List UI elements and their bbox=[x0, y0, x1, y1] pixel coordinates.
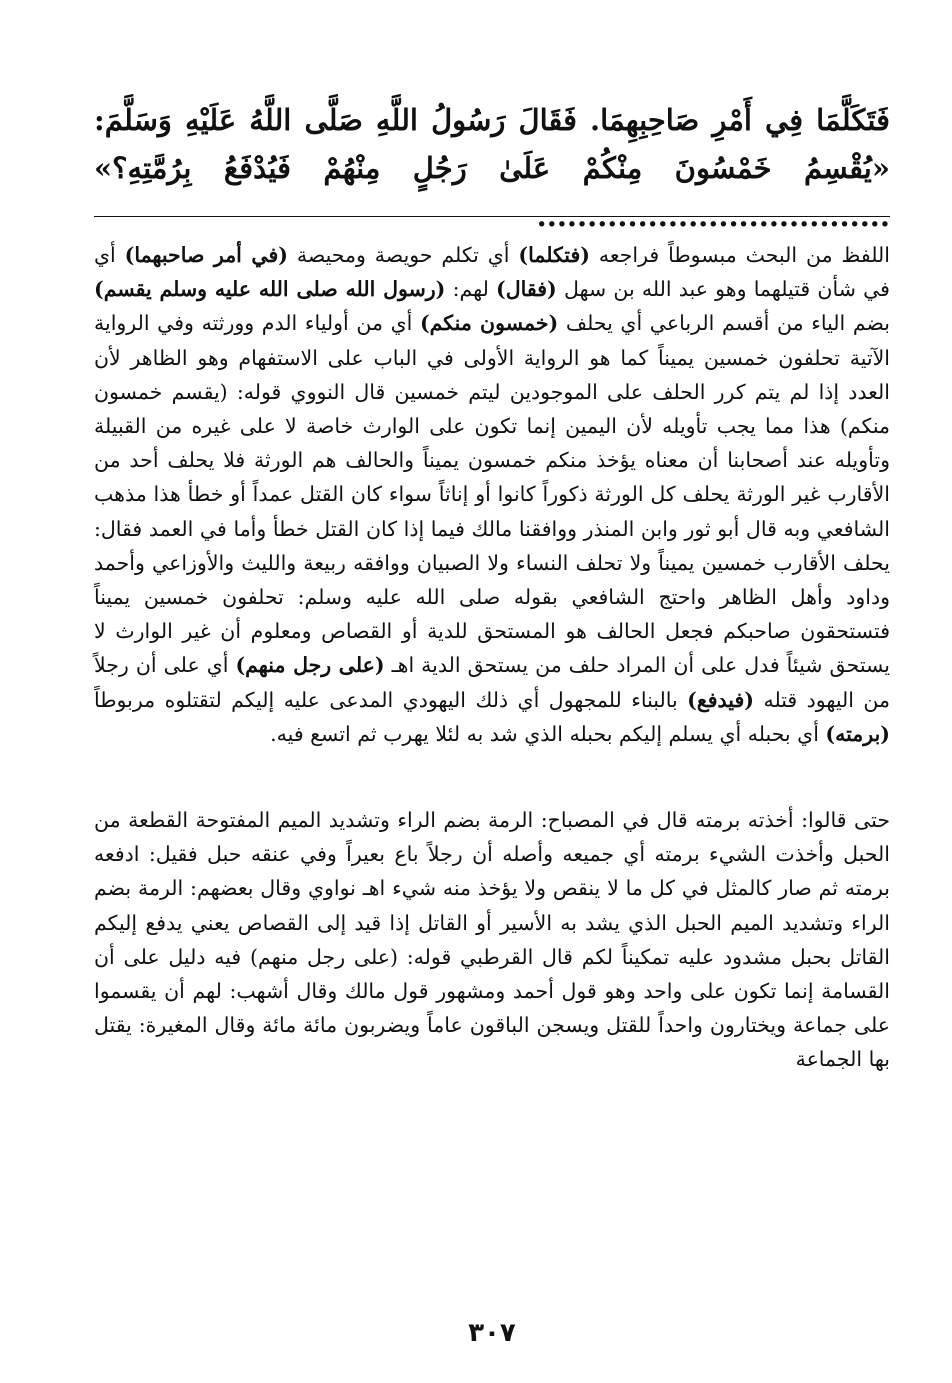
commentary-paragraph-2: حتى قالوا: أخذته برمته قال في المصباح: الرمة بضم الراء وتشديد الميم المفتوحة القطعة من الحبل وأخذت الشيء برمته أي جميعه وأصله أن رجلاً باع بعيراً وفي عنقه حبل فقيل: ادفعه برمته ثم صار كالمثل في كل ما لا ينقص ولا يؤخذ منه شيء اهـ نواوي وقال بعضهم: الرمة بضم الراء وتشديد الميم الحبل الذي يشد به الأسير أو القاتل إذا قيد إلى القصاص يعني يدفع إليكم القاتل بحبل مشدود عليه تمكيناً لكم قال القرطبي قوله: (على رجل منهم) فيه دليل على أن القسامة إنما تكون على واحد وهو قول أحمد ومشهور قول مالك وقال أشهب: لهم أن يقسموا على جماعة ويختارون واحداً للقتل ويسجن الباقون عاماً ويضربون مائة مائة وقال المغيرة: يقتل بها الجماعة bbox=[94, 808, 890, 1072]
quoted-word: (برمته) bbox=[825, 721, 890, 746]
quoted-word: (رسول الله صلى الله عليه وسلم يقسم) bbox=[94, 277, 446, 302]
book-page bbox=[94, 96, 890, 1346]
quoted-word: (على رجل منهم) bbox=[235, 653, 385, 678]
page-number: ٣٠٧ bbox=[468, 1318, 516, 1348]
commentary-paragraph-1: اللفظ من البحث مبسوطاً فراجعه (فتكلما) أي تكلم حويصة ومحيصة (في أمر صاحبهما) أي في شأن قتيلهما وهو عبد الله بن سهل (فقال) لهم: (رسول الله صلى الله عليه وسلم يقسم) بضم الياء من أقسم الرباعي أي يحلف (خمسون منكم) أي من أولياء الدم وورثته وفي الرواية الآتية تحلفون خمسين يميناً كما هو الرواية الأولى في الباب على الاستفهام وهو الظاهر لأن العدد إذا لم يتم كرر الحلف على الموجودين ليتم خمسين قال النووي قوله: (يقسم خمسون منكم) هذا مما يجب تأويله لأن اليمين إنما تكون على الوارث خاصة لا على غيره من القبيلة وتأويله عند أصحابنا أن معناه يؤخذ منكم خمسون يميناً والحالف هم الورثة فلا يحلف أحد من الأقارب غير الورثة يحلف كل الورثة ذكوراً كانوا أو إناثاً سواء كان القتل عمداً أو خطأ هذا مذهب الشافعي وبه قال أبو ثور وابن المنذر ووافقنا مالك فيما إذا كان القتل خطأ وأما في العمد فقال: يحلف الأقارب خمسين يميناً ولا تحلف النساء ولا الصبيان ووافقه ربيعة والليث والأوزاعي وأحمد وداود وأهل الظاهر واحتج الشافعي بقوله صلى الله عليه وسلم: تحلفون خمسين يميناً فتستحقون صاحبكم فجعل الحالف هو المستحق للدية أو القصاص ومعلوم أن غير الوارث لا يستحق شيئاً فدل على أن المراد حلف من يستحق الدية اهـ (على رجل منهم) أي على أن رجلاً من اليهود قتله (فيدفع) بالبناء للمجهول أي ذلك اليهودي المدعى عليه إليكم لتقتلوه مربوطاً (برمته) أي بحبله أي يسلم إليكم بحبله الذي شد به لئلا يهرب ثم اتسع فيه. bbox=[94, 243, 890, 746]
hadith-matn: فَتَكَلَّمَا فِي أَمْرِ صَاحِبِهِمَا. فَقَالَ رَسُولُ اللَّهِ صَلَّى اللَّهُ عَلَيْهِ وَسَلَّمَ: «يُقْسِمُ خَمْسُونَ مِنْكُمْ عَلَىٰ رَجُلٍ مِنْهُمْ فَيُدْفَعُ بِرُمَّتِهِ؟» bbox=[94, 103, 890, 185]
quoted-word: (فقال) bbox=[496, 277, 557, 302]
quoted-word: (فيدفع) bbox=[687, 687, 754, 712]
hadith-continuation-dots: ................................... bbox=[536, 199, 890, 233]
quoted-word: (خمسون منكم) bbox=[419, 311, 559, 336]
hadith-text bbox=[94, 96, 890, 240]
quoted-word: (في أمر صاحبهما) bbox=[124, 243, 288, 267]
separator-line bbox=[94, 216, 890, 217]
quoted-word: (فتكلما) bbox=[518, 243, 590, 267]
commentary bbox=[94, 238, 890, 1077]
